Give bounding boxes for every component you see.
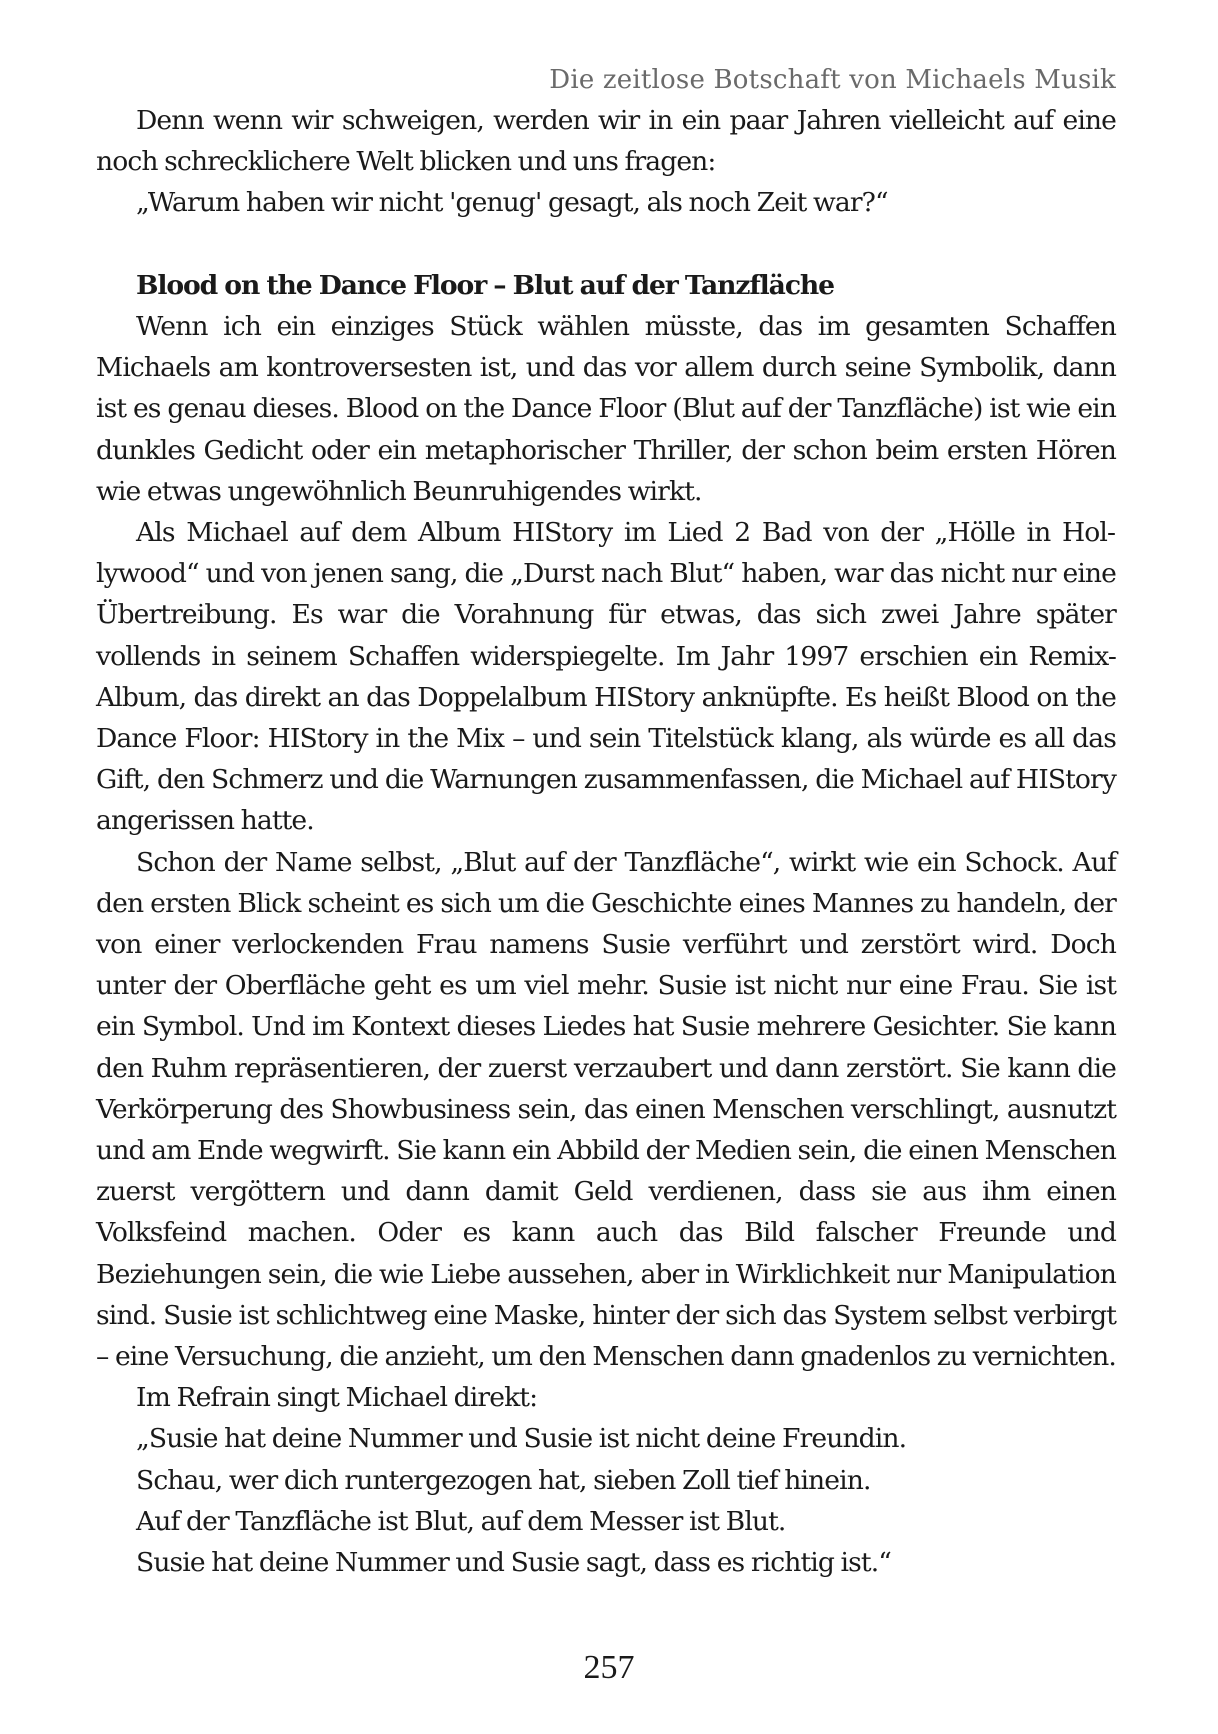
page-number: 257 [583,1649,635,1686]
section-heading: Blood on the Dance Floor – Blut auf der Tanzfläche [136,269,834,301]
running-header: Die zeitlose Botschaft von Michaels Musik [549,65,1116,95]
book-page [96,60,1116,1583]
lyric-line-4: Susie hat deine Nummer und Susie sagt, dass es richtig ist.“ [136,1547,891,1579]
paragraph-3: Als Michael auf dem Album HIStory im Lied 2 Bad von der „Hölle in Hollywood“ und von jenen sang, die „Durst nach Blut“ haben, war das nicht nur eine Übertreibung. Es war die Vorahnung für etwas, das sich zwei Jahre später vollends in seinem Schaffen widerspiegelte. Im Jahr 1997 erschien ein Remix-Album, das direkt an das Doppelalbum HIStory anknüpfte. Es heißt Blood on the Dance Floor: HIStory in the Mix – und sein Titelstück klang, als würde es all das Gift, den Schmerz und die Warnungen zusammenfassen, die Michael auf HIStory angerissen hatte. [96,517,1116,837]
body-text [96,100,1116,1583]
paragraph-5: Im Refrain singt Michael direkt: [136,1382,538,1414]
paragraph-spacer [96,224,1116,265]
paragraph-1: Denn wenn wir schweigen, werden wir in ein paar Jahren vielleicht auf eine noch schrecklichere Welt blicken und uns fragen: [96,105,1116,178]
paragraph-4: Schon der Name selbst, „Blut auf der Tanzfläche“, wirkt wie ein Schock. Auf den ersten Blick scheint es sich um die Geschichte eines Mannes zu handeln, der von einer verlockenden Frau namens Susie verführt und zerstört wird. Doch unter der Oberfläche geht es um viel mehr. Susie ist nicht nur eine Frau. Sie ist ein Symbol. Und im Kontext dieses Liedes hat Susie mehrere Gesichter. Sie kann den Ruhm repräsentieren, der zuerst verzaubert und dann zerstört. Sie kann die Verkörperung des Showbusiness sein, das einen Menschen verschlingt, ausnutzt und am Ende wegwirft. Sie kann ein Abbild der Medien sein, die einen Menschen zuerst vergöttern und dann damit Geld verdienen, dass sie aus ihm einen Volksfeind machen. Oder es kann auch das Bild falscher Freunde und Beziehungen sein, die wie Liebe aussehen, aber in Wirklichkeit nur Manipulation sind. Susie ist schlichtweg eine Maske, hinter der sich das System selbst verbirgt – eine Versuchung, die anzieht, um den Menschen dann gnadenlos zu vernichten. [96,846,1116,1373]
quote-line: „Warum haben wir nicht 'genug' gesagt, als noch Zeit war?“ [136,187,888,219]
paragraph-2: Wenn ich ein einziges Stück wählen müsste, das im gesamten Schaffen Michaels am kontroversesten ist, und das vor allem durch seine Symbolik, dann ist es genau dieses. Blood on the Dance Floor (Blut auf der Tanzfläche) ist wie ein dunkles Gedicht oder ein metaphorischer Thriller, der schon beim ersten Hören wie etwas ungewöhnlich Beunruhigendes wirkt. [96,311,1116,507]
lyric-line-2: Schau, wer dich runtergezogen hat, sieben Zoll tief hinein. [136,1464,871,1496]
lyric-line-3: Auf der Tanzfläche ist Blut, auf dem Messer ist Blut. [136,1505,786,1537]
lyric-line-1: „Susie hat deine Nummer und Susie ist nicht deine Freundin. [136,1423,907,1455]
